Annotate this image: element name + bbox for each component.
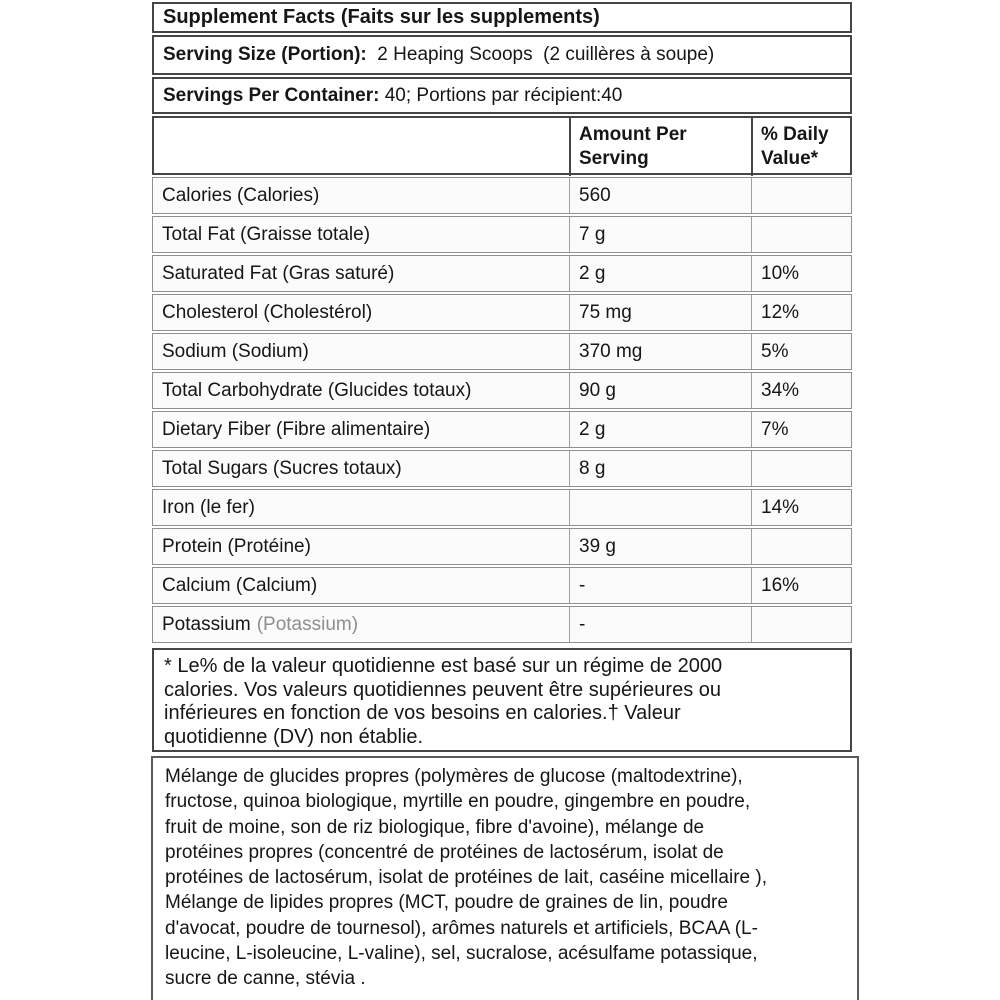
nutrient-amount: 560 [569, 178, 751, 213]
nutrient-daily-value: 14% [751, 490, 851, 525]
nutrient-daily-value [751, 607, 851, 642]
serving-size-label: Serving Size (Portion): [163, 44, 367, 65]
table-row [152, 528, 852, 565]
servings-per-container-value: 40; Portions par récipient:40 [379, 84, 623, 106]
nutrient-name: Sodium (Sodium) [162, 340, 309, 362]
footnote-line: inférieures en fonction de vos besoins en calories.† Valeur [164, 702, 681, 724]
nutrient-name: Dietary Fiber (Fibre alimentaire) [162, 418, 431, 440]
column-header-amount: Amount Per Serving [569, 118, 751, 176]
column-header-row [152, 116, 852, 175]
nutrient-amount: 39 g [569, 529, 751, 564]
table-row [152, 294, 852, 331]
table-row [152, 450, 852, 487]
ingredients-line: Mélange de lipides propres (MCT, poudre de graines de lin, poudre [165, 892, 728, 914]
nutrient-amount: 2 g [569, 256, 751, 291]
footnote-line: quotidienne (DV) non établie. [164, 725, 424, 748]
ingredients-line: leucine, L-isoleucine, L-valine), sel, sucralose, acésulfame potassique, [165, 943, 758, 965]
nutrient-name: Total Fat (Graisse totale) [162, 223, 371, 245]
nutrient-amount: 8 g [569, 451, 751, 486]
ingredients-line: Mélange de glucides propres (polymères de glucose (maltodextrine), [165, 766, 743, 787]
nutrient-amount [569, 490, 751, 525]
nutrient-daily-value: 7% [751, 412, 851, 447]
table-row [152, 567, 852, 604]
nutrient-amount: 75 mg [569, 295, 751, 330]
nutrient-amount: 90 g [569, 373, 751, 408]
nutrient-amount: 370 mg [569, 334, 751, 369]
column-header-nutrient [154, 118, 569, 176]
table-row [152, 333, 852, 370]
nutrient-daily-value: 16% [751, 568, 851, 603]
ingredients-line: protéines propres (concentré de protéines de lactosérum, isolat de [165, 841, 724, 863]
serving-size-value: 2 Heaping Scoops (2 cuillères à soupe) [366, 44, 715, 65]
nutrient-amount: 7 g [569, 217, 751, 252]
nutrient-daily-value [751, 529, 851, 564]
nutrient-name: Cholesterol (Cholestérol) [162, 301, 373, 323]
nutrient-amount: 2 g [569, 412, 751, 447]
nutrient-name: Total Sugars (Sucres totaux) [162, 457, 402, 479]
nutrient-daily-value: 5% [751, 334, 851, 369]
nutrient-amount: - [569, 568, 751, 603]
table-row [152, 606, 852, 643]
nutrient-daily-value: 10% [751, 256, 851, 291]
table-row [152, 411, 852, 448]
ingredients-line: d'avocat, poudre de tournesol), arômes naturels et artificiels, BCAA (L- [165, 917, 758, 939]
table-row [152, 216, 852, 253]
footnote-line: calories. Vos valeurs quotidiennes peuvent être supérieures ou [164, 678, 722, 701]
table-row [152, 372, 852, 409]
nutrient-name: Iron (le fer) [162, 496, 255, 518]
nutrient-rows [152, 177, 852, 643]
label-title-row [152, 2, 852, 33]
nutrient-name: Calories (Calories) [162, 184, 320, 206]
nutrient-daily-value: 12% [751, 295, 851, 330]
nutrient-daily-value: 34% [751, 373, 851, 408]
label-title: Supplement Facts (Faits sur les supplements) [163, 6, 600, 28]
table-row [152, 255, 852, 292]
serving-size-row [152, 35, 852, 75]
column-header-daily-value: % Daily Value* [751, 118, 850, 176]
nutrient-daily-value [751, 451, 851, 486]
table-row [152, 489, 852, 526]
nutrient-name: Calcium (Calcium) [162, 574, 318, 596]
ingredients-line: fruit de moine, son de riz biologique, fibre d'avoine), mélange de [165, 816, 705, 838]
nutrient-name: Protein (Protéine) [162, 535, 311, 557]
nutrient-daily-value [751, 217, 851, 252]
ingredients-line: protéines de lactosérum, isolat de protéines de lait, caséine micellaire ), [165, 867, 767, 889]
ingredients-line: fructose, quinoa biologique, myrtille en poudre, gingembre en poudre, [165, 791, 751, 813]
nutrient-name-secondary: (Potassium) [256, 613, 359, 635]
table-row [152, 177, 852, 214]
facts-table [152, 2, 852, 643]
servings-per-container-label: Servings Per Container: [163, 84, 380, 106]
nutrient-amount: - [569, 607, 751, 642]
nutrient-name: Total Carbohydrate (Glucides totaux) [162, 379, 472, 401]
footnote-line: * Le% de la valeur quotidienne est basé sur un régime de 2000 [164, 655, 723, 677]
nutrient-daily-value [751, 178, 851, 213]
ingredients-line: sucre de canne, stévia . [165, 968, 366, 990]
ingredients-text [151, 756, 859, 1000]
nutrient-name: Potassium [162, 613, 251, 635]
nutrient-name: Saturated Fat (Gras saturé) [162, 262, 395, 284]
daily-value-footnote [152, 648, 852, 752]
servings-per-container-row [152, 77, 852, 114]
